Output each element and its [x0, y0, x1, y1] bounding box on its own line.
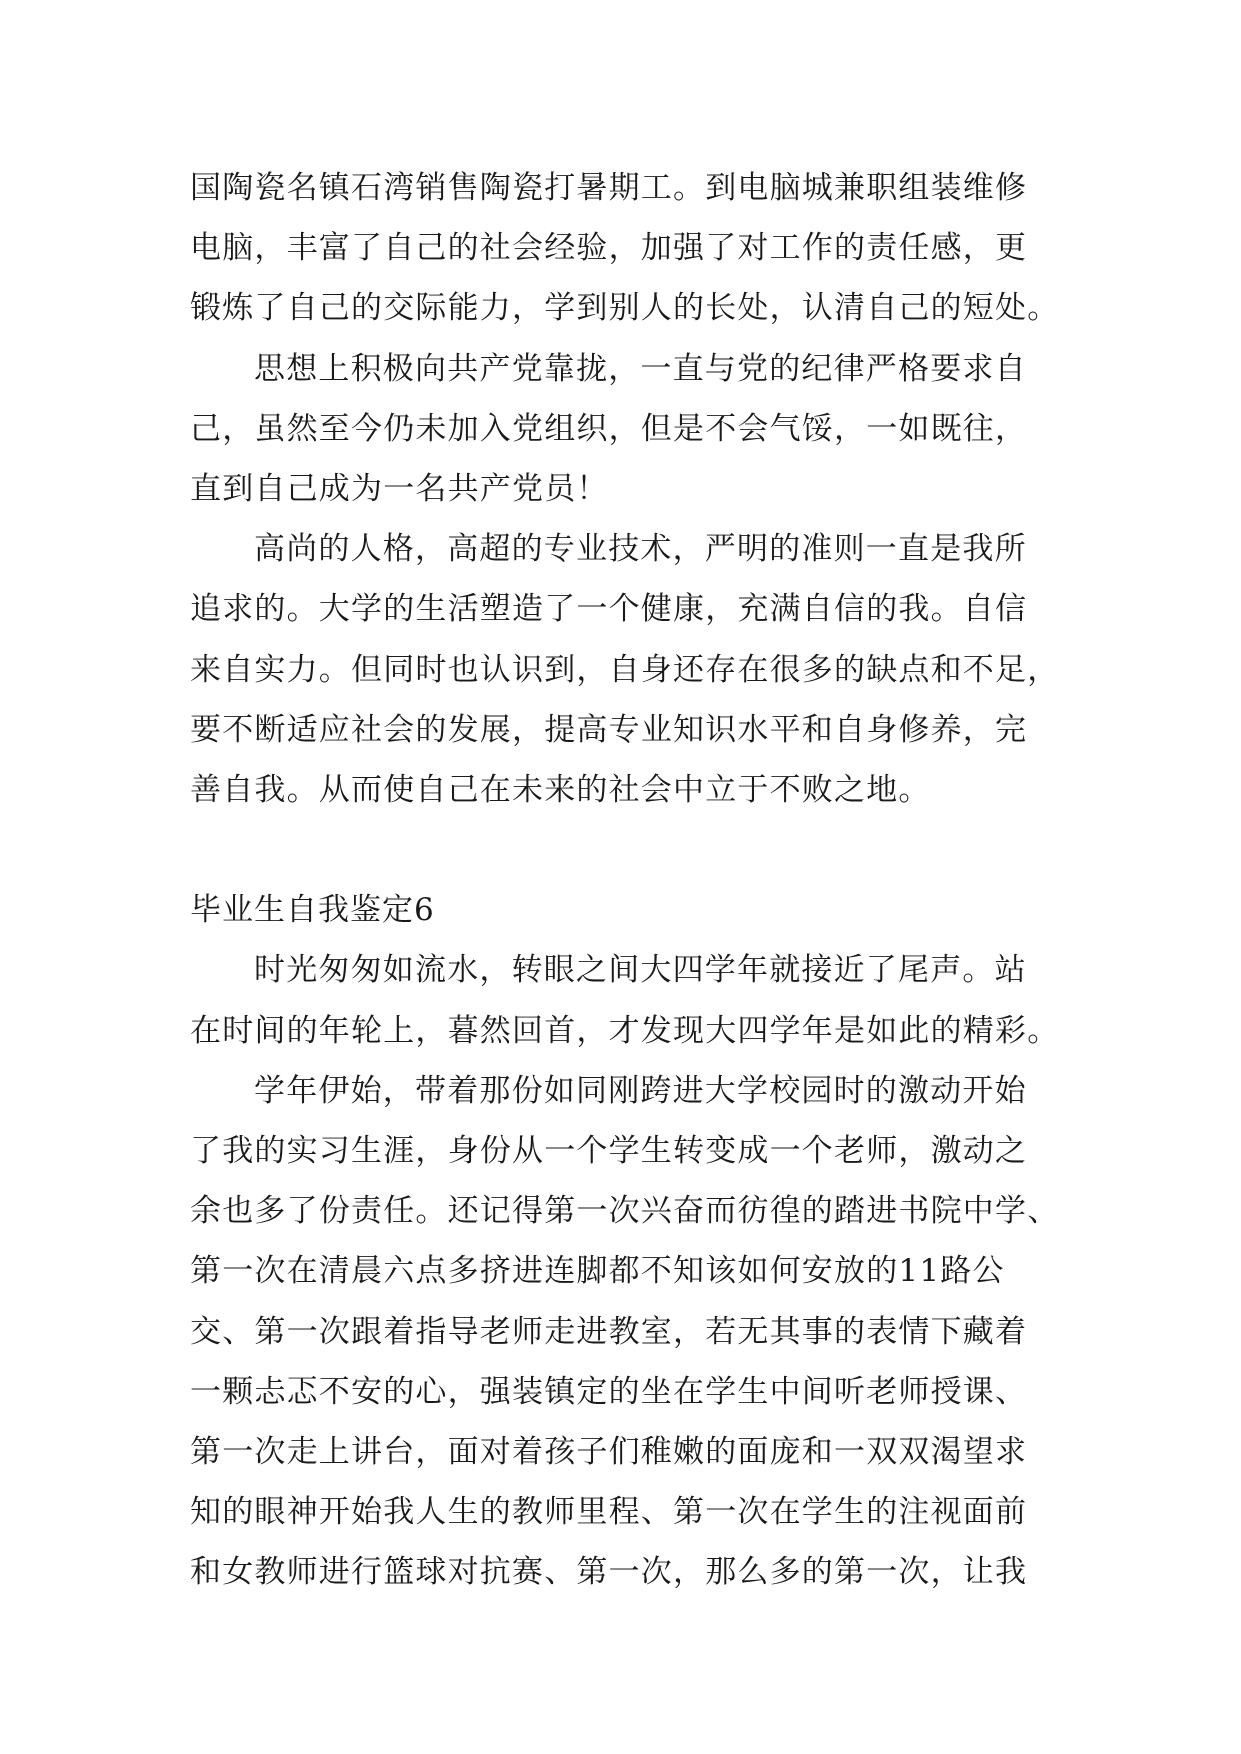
text-line: 了我的实习生涯，身份从一个学生转变成一个老师，激动之 — [190, 1133, 1028, 1170]
paragraph-continuation — [190, 158, 1060, 339]
text-line: 知的眼神开始我人生的教师里程、第一次在学生的注视面前 — [190, 1494, 1028, 1531]
text-line: 直到自己成为一名共产党员！ — [190, 471, 609, 508]
text-line: 善自我。从而使自己在未来的社会中立于不败之地。 — [190, 772, 931, 809]
text-line: 余也多了份责任。还记得第一次兴奋而彷徨的踏进书院中学、 — [190, 1193, 1060, 1230]
text-line: 思想上积极向共产党靠拢，一直与党的纪律严格要求自 — [254, 350, 1027, 387]
text-line: 要不断适应社会的发展，提高专业知识水平和自身修养，完 — [190, 711, 1028, 748]
text-line: 高尚的人格，高超的专业技术，严明的准则一直是我所 — [254, 531, 1027, 568]
text-line: 来自实力。但同时也认识到，自身还存在很多的缺点和不足， — [190, 651, 1060, 688]
text-line: 在时间的年轮上，暮然回首，才发现大四学年是如此的精彩。 — [190, 1012, 1060, 1049]
paragraph-character — [190, 519, 1060, 820]
text-line: 追求的。大学的生活塑造了一个健康，充满自信的我。自信 — [190, 591, 1028, 628]
text-line: 学年伊始，带着那份如同刚跨进大学校园时的激动开始 — [254, 1072, 1027, 1109]
section-heading: 毕业生自我鉴定6 — [190, 892, 435, 929]
section-spacer — [190, 820, 1050, 880]
text-line: 电脑，丰富了自己的社会经验，加强了对工作的责任感，更 — [190, 230, 1028, 267]
text-line: 交、第一次跟着指导老师走进教室，若无其事的表情下藏着 — [190, 1313, 1028, 1350]
paragraph-time — [190, 940, 1060, 1060]
text-line: 国陶瓷名镇石湾销售陶瓷打暑期工。到电脑城兼职组装维修 — [190, 170, 1028, 206]
paragraph-party — [190, 339, 1050, 520]
paragraph-internship — [190, 1061, 1060, 1603]
text-line: 己，虽然至今仍未加入党组织，但是不会气馁，一如既往， — [190, 410, 1028, 447]
document-body — [190, 158, 1060, 1603]
text-line: 第一次在清晨六点多挤进连脚都不知该如何安放的11路公 — [190, 1253, 1005, 1290]
text-line: 一颗忐忑不安的心，强装镇定的坐在学生中间听老师授课、 — [190, 1373, 1028, 1410]
text-line: 时光匆匆如流水，转眼之间大四学年就接近了尾声。站 — [254, 952, 1027, 989]
text-line: 锻炼了自己的交际能力，学到别人的长处，认清自己的短处。 — [190, 290, 1060, 327]
text-line: 第一次走上讲台，面对着孩子们稚嫩的面庞和一双双渴望求 — [190, 1434, 1028, 1471]
text-line: 和女教师进行篮球对抗赛、第一次，那么多的第一次，让我 — [190, 1554, 1028, 1591]
